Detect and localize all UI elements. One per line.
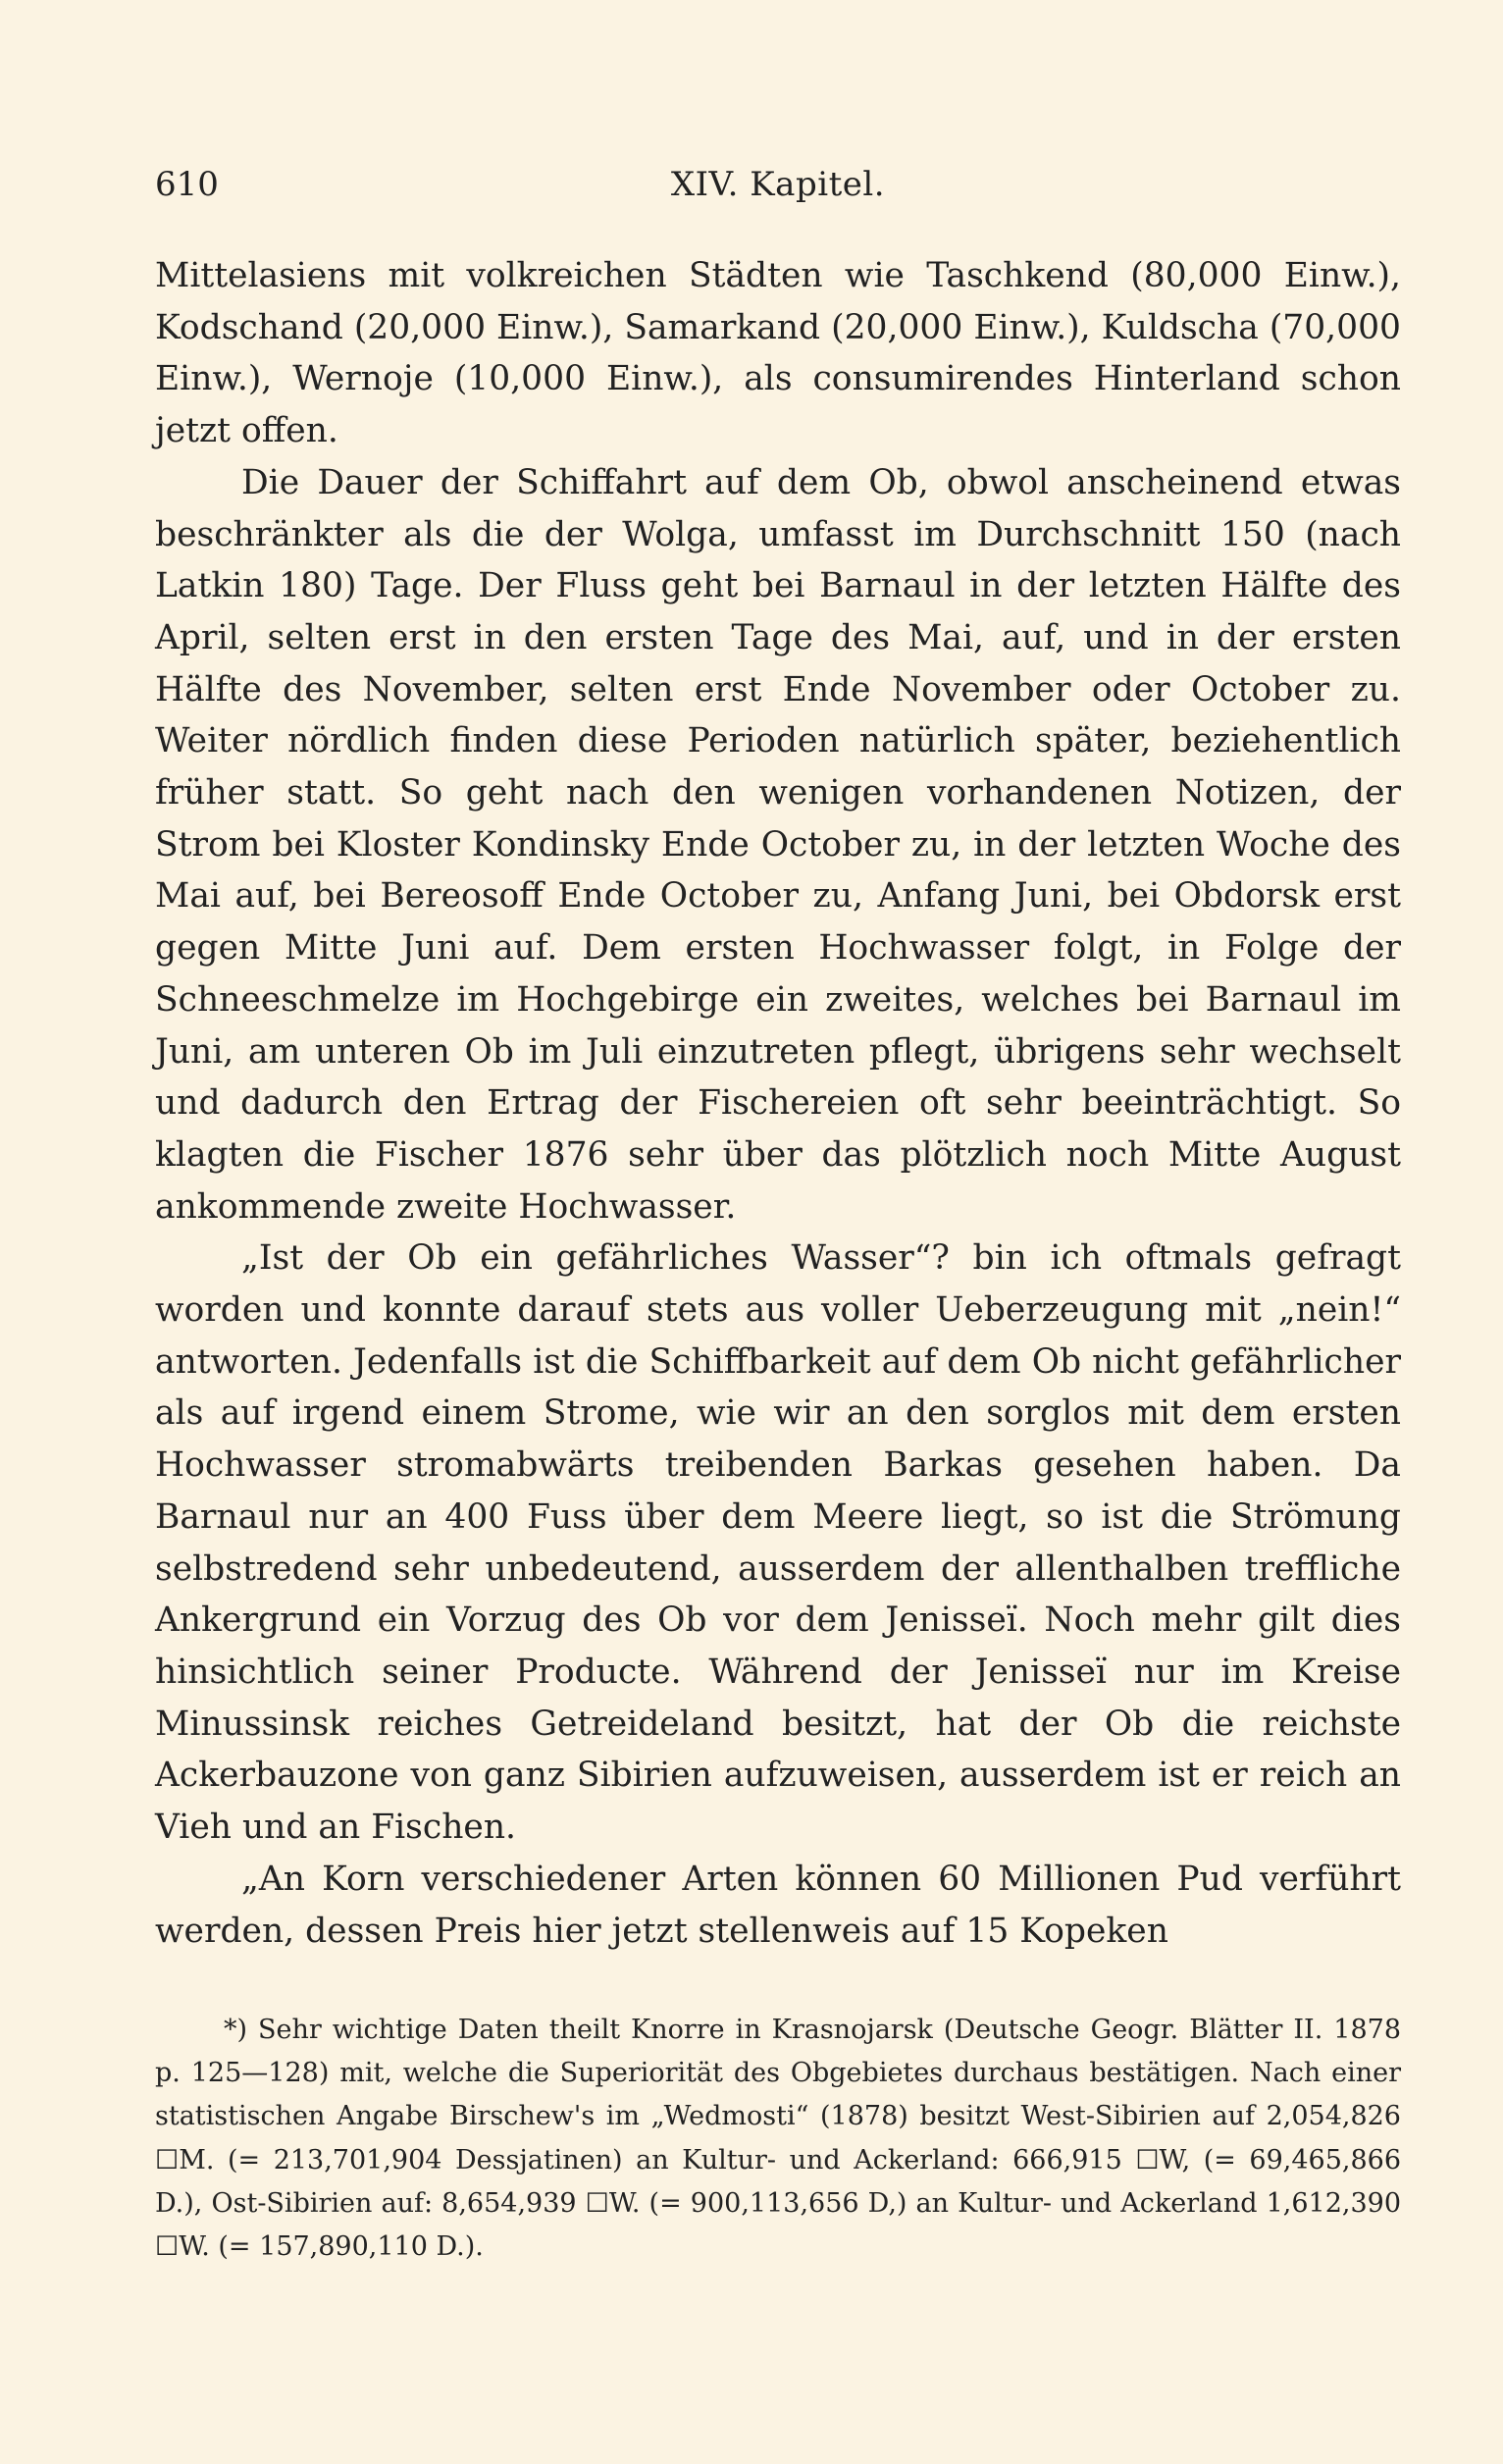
running-title: XIV. Kapitel. [670,165,886,204]
paragraph-1: Mittelasiens mit volkreichen Städten wie Taschkend (80,000 Einw.), Kodschand (20,000 Einw.), Samarkand (20,000 Einw.), Kuldscha (70,000 Einw.), Wernoje (10,000 Einw.), als consumirendes Hinterland schon jetzt offen. [155,256,1401,451]
paragraph-4: „An Korn verschiedener Arten können 60 Millionen Pud verführt werden, dessen Preis hier jetzt stellenweis auf 15 Kopeken [155,1859,1401,1951]
paragraph-2: Die Dauer der Schiffahrt auf dem Ob, obwol anscheinend etwas beschränkter als die der Wolga, umfasst im Durchschnitt 150 (nach Latkin 180) Tage. Der Fluss geht bei Barnaul in der letzten Hälfte des April, selten erst in den ersten Tage des Mai, auf, und in der ersten Hälfte des November, selten erst Ende November oder October zu. Weiter nördlich finden diese Perioden natürlich später, beziehentlich früher statt. So geht nach den wenigen vorhandenen Notizen, der Strom bei Kloster Kondinsky Ende October zu, in der letzten Woche des Mai auf, bei Bereosoff Ende October zu, Anfang Juni, bei Obdorsk erst gegen Mitte Juni auf. Dem ersten Hochwasser folgt, in Folge der Schneeschmelze im Hochgebirge ein zweites, welches bei Barnaul im Juni, am unteren Ob im Juli einzutreten pflegt, übrigens sehr wechselt und dadurch den Ertrag der Fischereien oft sehr beeinträchtigt. So klagten die Fischer 1876 sehr über das plötzlich noch Mitte August ankommende zweite Hochwasser. [155,462,1401,1227]
body-text [155,250,1401,1957]
footnote-separator [155,1980,1401,1981]
page-number: 610 [155,165,219,204]
footnote: *) Sehr wichtige Daten theilt Knorre in Krasnojarsk (Deutsche Geogr. Blätter II. 1878 p. 125—128) mit, welche die Superiorität des Obgebietes durchaus bestätigen. Nach einer statistischen Angabe Birschew's im „Wedmosti“ (1878) besitzt West-Sibirien auf 2,054,826 ☐M. (= 213,701,904 Dessjatinen) an Kultur- und Ackerland: 666,915 ☐W, (= 69,465,866 D.), Ost-Sibirien auf: 8,654,939 ☐W. (= 900,113,656 D,) an Kultur- und Ackerland 1,612,390 ☐W. (= 157,890,110 D.). [155,2015,1401,2263]
page-header [155,165,1401,214]
paragraph-3: „Ist der Ob ein gefährliches Wasser“? bin ich oftmals gefragt worden und konnte darauf stets aus voller Ueberzeugung mit „nein!“ antworten. Jedenfalls ist die Schiffbarkeit auf dem Ob nicht gefährlicher als auf irgend einem Strome, wie wir an den sorglos mit dem ersten Hochwasser stromabwärts treibenden Barkas gesehen haben. Da Barnaul nur an 400 Fuss über dem Meere liegt, so ist die Strömung selbstredend sehr unbedeutend, ausserdem der allenthalben treffliche Ankergrund ein Vorzug des Ob vor dem Jenisseï. Noch mehr gilt dies hinsichtlich seiner Producte. Während der Jenisseï nur im Kreise Minussinsk reiches Getreideland besitzt, hat der Ob die reichste Ackerbauzone von ganz Sibirien aufzuweisen, ausserdem ist er reich an Vieh und an Fischen. [155,1238,1401,1848]
